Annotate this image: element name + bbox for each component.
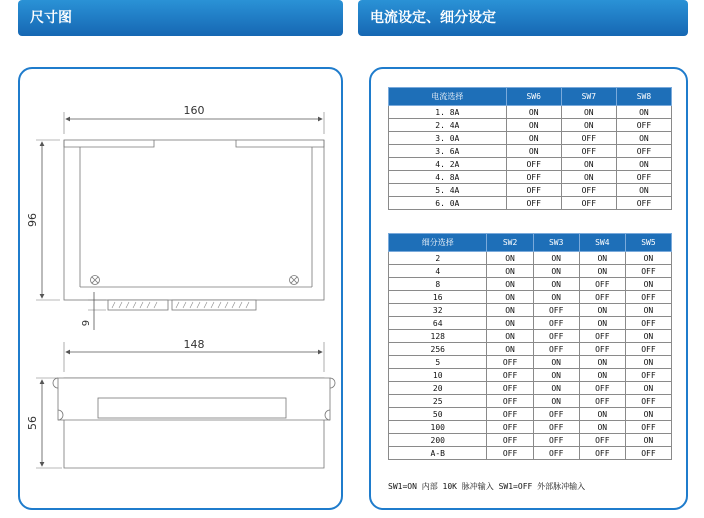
table-row bbox=[389, 291, 672, 304]
table-row bbox=[389, 145, 672, 158]
dim-connector-offset: 9 bbox=[81, 319, 92, 327]
table-cell: ON bbox=[533, 278, 579, 291]
table-cell: 10 bbox=[389, 369, 487, 382]
table-cell: OFF bbox=[625, 317, 671, 330]
table-cell: OFF bbox=[487, 421, 533, 434]
current-table-body bbox=[389, 106, 672, 210]
table-cell: ON bbox=[579, 369, 625, 382]
sw1-footnote: SW1=ON 内部 10K 脉冲输入 SW1=OFF 外部脉冲输入 bbox=[388, 482, 586, 491]
dim-top-height: 96 bbox=[26, 213, 39, 227]
table-cell: OFF bbox=[533, 343, 579, 356]
table-cell: OFF bbox=[561, 184, 616, 197]
table-cell: ON bbox=[616, 132, 671, 145]
table-cell: 2. 4A bbox=[389, 119, 507, 132]
table-cell: OFF bbox=[579, 447, 625, 460]
table-cell: OFF bbox=[506, 197, 561, 210]
table-cell: 4. 8A bbox=[389, 171, 507, 184]
table-cell: ON bbox=[487, 265, 533, 278]
table-cell: OFF bbox=[579, 434, 625, 447]
table-cell: ON bbox=[625, 408, 671, 421]
table-cell: OFF bbox=[533, 304, 579, 317]
table-row bbox=[389, 317, 672, 330]
table-row bbox=[389, 132, 672, 145]
table-cell: ON bbox=[533, 291, 579, 304]
subdivision-table-body bbox=[389, 252, 672, 460]
table-cell: OFF bbox=[533, 330, 579, 343]
table-cell: ON bbox=[561, 158, 616, 171]
table-cell: ON bbox=[487, 278, 533, 291]
table-cell: ON bbox=[533, 356, 579, 369]
table-row bbox=[389, 356, 672, 369]
table-cell: OFF bbox=[487, 447, 533, 460]
col-header: SW5 bbox=[625, 234, 671, 252]
table-cell: 6. 0A bbox=[389, 197, 507, 210]
table-row bbox=[389, 119, 672, 132]
table-cell: ON bbox=[625, 382, 671, 395]
col-header: 电流选择 bbox=[389, 88, 507, 106]
table-cell: ON bbox=[579, 317, 625, 330]
table-cell: 25 bbox=[389, 395, 487, 408]
table-cell: 32 bbox=[389, 304, 487, 317]
table-cell: OFF bbox=[487, 395, 533, 408]
table-row bbox=[389, 278, 672, 291]
table-cell: OFF bbox=[625, 369, 671, 382]
table-cell: OFF bbox=[625, 265, 671, 278]
table-cell: OFF bbox=[506, 171, 561, 184]
table-row bbox=[389, 304, 672, 317]
table-cell: ON bbox=[561, 119, 616, 132]
table-cell: OFF bbox=[487, 408, 533, 421]
side-view-window bbox=[98, 398, 286, 418]
table-cell: OFF bbox=[533, 317, 579, 330]
table-cell: 200 bbox=[389, 434, 487, 447]
table-cell: OFF bbox=[616, 171, 671, 184]
table-cell: ON bbox=[533, 265, 579, 278]
table-cell: OFF bbox=[579, 330, 625, 343]
table-cell: ON bbox=[616, 106, 671, 119]
table-cell: ON bbox=[487, 330, 533, 343]
table-row bbox=[389, 330, 672, 343]
table-cell: OFF bbox=[616, 145, 671, 158]
table-row bbox=[389, 265, 672, 278]
table-cell: ON bbox=[487, 304, 533, 317]
table-row bbox=[389, 171, 672, 184]
table-cell: 2 bbox=[389, 252, 487, 265]
table-cell: 5 bbox=[389, 356, 487, 369]
table-cell: ON bbox=[561, 171, 616, 184]
col-header: SW4 bbox=[579, 234, 625, 252]
table-cell: 8 bbox=[389, 278, 487, 291]
table-cell: OFF bbox=[625, 447, 671, 460]
table-row bbox=[389, 434, 672, 447]
table-cell: ON bbox=[487, 343, 533, 356]
dim-top-width: 160 bbox=[183, 104, 205, 117]
table-cell: OFF bbox=[533, 447, 579, 460]
table-cell: ON bbox=[579, 408, 625, 421]
table-cell: 50 bbox=[389, 408, 487, 421]
table-cell: 256 bbox=[389, 343, 487, 356]
table-cell: OFF bbox=[487, 382, 533, 395]
table-cell: OFF bbox=[487, 369, 533, 382]
table-cell: ON bbox=[506, 106, 561, 119]
table-row bbox=[389, 447, 672, 460]
table-cell: ON bbox=[625, 278, 671, 291]
table-cell: ON bbox=[506, 132, 561, 145]
table-cell: OFF bbox=[506, 184, 561, 197]
table-cell: 64 bbox=[389, 317, 487, 330]
table-cell: ON bbox=[579, 304, 625, 317]
dim-side-height: 56 bbox=[26, 416, 39, 430]
table-cell: ON bbox=[616, 158, 671, 171]
table-cell: OFF bbox=[616, 197, 671, 210]
table-row bbox=[389, 421, 672, 434]
table-cell: OFF bbox=[625, 421, 671, 434]
table-cell: ON bbox=[506, 145, 561, 158]
table-cell: ON bbox=[625, 252, 671, 265]
table-row bbox=[389, 106, 672, 119]
table-cell: ON bbox=[487, 252, 533, 265]
table-cell: ON bbox=[625, 304, 671, 317]
table-row bbox=[389, 197, 672, 210]
table-cell: ON bbox=[625, 356, 671, 369]
table-cell: OFF bbox=[533, 421, 579, 434]
table-cell: 1. 8A bbox=[389, 106, 507, 119]
table-cell: A-B bbox=[389, 447, 487, 460]
table-cell: OFF bbox=[561, 132, 616, 145]
current-setting-table bbox=[388, 87, 672, 210]
table-cell: 3. 0A bbox=[389, 132, 507, 145]
table-cell: ON bbox=[579, 252, 625, 265]
table-cell: OFF bbox=[625, 291, 671, 304]
table-cell: ON bbox=[533, 395, 579, 408]
table-cell: ON bbox=[579, 421, 625, 434]
subdivision-setting-table bbox=[388, 233, 672, 460]
table-cell: 128 bbox=[389, 330, 487, 343]
table-cell: OFF bbox=[533, 434, 579, 447]
table-cell: OFF bbox=[579, 395, 625, 408]
table-cell: OFF bbox=[616, 119, 671, 132]
table-cell: ON bbox=[625, 330, 671, 343]
table-cell: 4. 2A bbox=[389, 158, 507, 171]
table-cell: 100 bbox=[389, 421, 487, 434]
table-cell: OFF bbox=[579, 291, 625, 304]
top-view-body bbox=[64, 140, 324, 300]
col-header: SW7 bbox=[561, 88, 616, 106]
table-cell: ON bbox=[487, 317, 533, 330]
col-header: 细分选择 bbox=[389, 234, 487, 252]
table-row bbox=[389, 369, 672, 382]
table-row bbox=[389, 408, 672, 421]
dimensions-title: 尺寸图 bbox=[30, 10, 72, 26]
table-cell: OFF bbox=[625, 395, 671, 408]
table-cell: OFF bbox=[487, 434, 533, 447]
table-cell: 3. 6A bbox=[389, 145, 507, 158]
table-row bbox=[389, 252, 672, 265]
table-cell: OFF bbox=[579, 382, 625, 395]
table-cell: ON bbox=[487, 291, 533, 304]
col-header: SW6 bbox=[506, 88, 561, 106]
table-cell: 4 bbox=[389, 265, 487, 278]
table-cell: 16 bbox=[389, 291, 487, 304]
table-row bbox=[389, 158, 672, 171]
table-cell: ON bbox=[616, 184, 671, 197]
table-cell: ON bbox=[579, 265, 625, 278]
table-cell: OFF bbox=[579, 278, 625, 291]
col-header: SW8 bbox=[616, 88, 671, 106]
table-row bbox=[389, 343, 672, 356]
table-cell: ON bbox=[533, 252, 579, 265]
table-cell: ON bbox=[625, 434, 671, 447]
table-cell: OFF bbox=[487, 356, 533, 369]
table-cell: ON bbox=[533, 382, 579, 395]
col-header: SW3 bbox=[533, 234, 579, 252]
table-row bbox=[389, 184, 672, 197]
table-cell: 5. 4A bbox=[389, 184, 507, 197]
table-row bbox=[389, 395, 672, 408]
table-cell: ON bbox=[561, 106, 616, 119]
table-cell: OFF bbox=[533, 408, 579, 421]
table-cell: OFF bbox=[561, 197, 616, 210]
settings-title: 电流设定、细分设定 bbox=[370, 10, 496, 26]
table-cell: 20 bbox=[389, 382, 487, 395]
table-cell: OFF bbox=[561, 145, 616, 158]
table-cell: OFF bbox=[506, 158, 561, 171]
table-cell: ON bbox=[533, 369, 579, 382]
table-cell: ON bbox=[506, 119, 561, 132]
table-cell: OFF bbox=[579, 343, 625, 356]
table-cell: OFF bbox=[625, 343, 671, 356]
table-cell: ON bbox=[579, 356, 625, 369]
connector-left bbox=[108, 300, 168, 310]
table-row bbox=[389, 382, 672, 395]
dim-side-width: 148 bbox=[183, 338, 205, 351]
col-header: SW2 bbox=[487, 234, 533, 252]
